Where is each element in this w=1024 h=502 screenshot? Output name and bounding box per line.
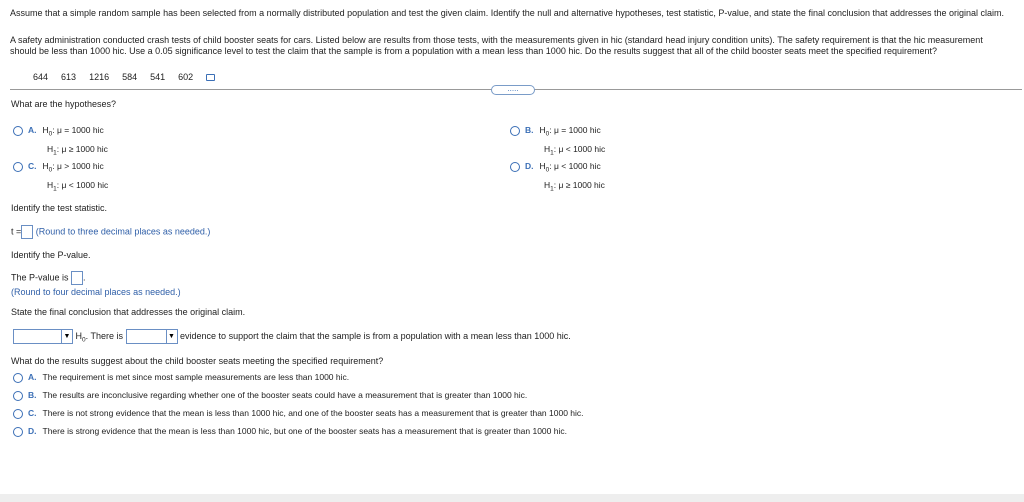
dropdown-arrow-icon: ▼ xyxy=(166,330,177,343)
more-button[interactable]: ..... xyxy=(491,85,535,95)
data-value: 613 xyxy=(61,72,77,82)
dropdown-arrow-icon: ▼ xyxy=(61,330,72,343)
p-note: (Round to four decimal places as needed.) xyxy=(11,287,181,297)
final-option-c[interactable] xyxy=(13,406,584,421)
radio-icon[interactable] xyxy=(13,391,23,401)
data-value: 1216 xyxy=(89,72,110,82)
data-value: 644 xyxy=(33,72,49,82)
p-label: The P-value is xyxy=(11,272,69,283)
radio-icon[interactable] xyxy=(510,126,520,136)
question-conclusion: State the final conclusion that addresses the original claim. xyxy=(11,307,246,317)
radio-icon[interactable] xyxy=(13,162,23,172)
intro-text: Assume that a simple random sample has been selected from a normally distributed population and test the given claim. Identify the null and alternative hypotheses, test statistic, P-value, and state the final conclusion that addresses the original claim. xyxy=(10,8,1005,18)
h1-text: μ < 1000 hic xyxy=(61,179,109,190)
t-note: (Round to three decimal places as needed.) xyxy=(35,226,211,237)
h-symbol: H xyxy=(75,330,83,341)
h0-text: μ < 1000 hic xyxy=(554,161,601,171)
final-option-a[interactable] xyxy=(13,370,349,385)
evidence-select[interactable] xyxy=(126,329,178,344)
conclusion-end-text: evidence to support the claim that the sample is from a population with a mean less than 1000 hic. xyxy=(180,330,571,341)
hyp-option-b[interactable]: B. $H_0$: μ = 1000 hic $H_1$: μ < 1000 hic xyxy=(510,123,605,160)
h0-text: μ = 1000 hic xyxy=(57,125,104,135)
option-text: There is strong evidence that the mean is less than 1000 hic, but one of the booster seats has a measurement that is greater than 1000 hic. xyxy=(42,426,567,436)
conclusion-row: ▼ $H_0$. There is ▼ evidence to support the claim that the sample is from a population with a mean less than 1000 hic. xyxy=(13,329,571,344)
radio-icon[interactable] xyxy=(13,409,23,419)
h-symbol: H xyxy=(47,143,54,154)
option-letter: B. xyxy=(525,125,534,135)
option-letter: B. xyxy=(28,390,37,400)
option-letter: D. xyxy=(525,161,534,171)
data-value: 584 xyxy=(122,72,138,82)
radio-icon[interactable] xyxy=(510,162,520,172)
h1-text: μ ≥ 1000 hic xyxy=(61,143,108,154)
option-text: The requirement is met since most sample measurements are less than 1000 hic. xyxy=(42,372,350,382)
h-symbol: H xyxy=(42,161,49,171)
h1-text: μ < 1000 hic xyxy=(558,143,606,154)
question-requirement: What do the results suggest about the child booster seats meeting the specified requirement? xyxy=(11,356,384,366)
reject-select[interactable] xyxy=(13,329,73,344)
h-symbol: H xyxy=(539,161,546,171)
t-input[interactable] xyxy=(21,225,33,239)
p-input[interactable] xyxy=(71,271,83,285)
t-label: t = xyxy=(11,226,22,237)
conclusion-mid-text: . There is xyxy=(85,330,123,341)
hyp-option-d[interactable]: D. $H_0$: μ < 1000 hic $H_1$: μ ≥ 1000 hic xyxy=(510,159,605,196)
radio-icon[interactable] xyxy=(13,427,23,437)
option-letter: C. xyxy=(28,408,37,418)
option-letter: C. xyxy=(28,161,37,171)
hyp-option-a[interactable]: A. $H_0$: μ = 1000 hic $H_1$: μ ≥ 1000 hic xyxy=(13,123,108,160)
question-test-statistic: Identify the test statistic. xyxy=(11,203,108,213)
h-symbol: H xyxy=(544,143,551,154)
question-p-value: Identify the P-value. xyxy=(11,250,91,260)
radio-icon[interactable] xyxy=(13,126,23,136)
bottom-bar xyxy=(0,494,1024,502)
option-text: The results are inconclusive regarding whether one of the booster seats could have a measurement that is greater than 1000 hic. xyxy=(42,390,528,400)
p-row: The P-value is . xyxy=(11,271,86,285)
copy-data-icon[interactable] xyxy=(206,74,215,81)
h1-text: μ ≥ 1000 hic xyxy=(558,179,605,190)
final-option-b[interactable] xyxy=(13,388,527,403)
data-values xyxy=(33,72,228,82)
option-text: There is not strong evidence that the mean is less than 1000 hic, and one of the booster seats has a measurement that is greater than 1000 hic. xyxy=(42,408,584,418)
option-letter: A. xyxy=(28,125,37,135)
h-symbol: H xyxy=(544,179,551,190)
t-row xyxy=(11,225,210,239)
h-symbol: H xyxy=(42,125,49,135)
h-symbol: H xyxy=(47,179,54,190)
problem-text: A safety administration conducted crash tests of child booster seats for cars. Listed below are results from those tests, with the measurements given in hic (standard head injury condition units). The safety requirement is that the hic measurement should be less than 1000 hic. Use a 0.05 significance level to test the claim that the sample is from a population with a mean less than 1000 hic. Do the results suggest that all of the child booster seats meet the specified requirement? xyxy=(10,35,983,56)
option-letter: A. xyxy=(28,372,37,382)
option-letter: D. xyxy=(28,426,37,436)
h0-text: μ > 1000 hic xyxy=(57,161,104,171)
question-hypotheses: What are the hypotheses? xyxy=(11,99,117,109)
final-option-d[interactable] xyxy=(13,424,567,439)
h0-text: μ = 1000 hic xyxy=(554,125,601,135)
hyp-option-c[interactable]: C. $H_0$: μ > 1000 hic $H_1$: μ < 1000 hic xyxy=(13,159,108,196)
data-value: 541 xyxy=(150,72,166,82)
h-symbol: H xyxy=(539,125,546,135)
radio-icon[interactable] xyxy=(13,373,23,383)
data-value: 602 xyxy=(178,72,194,82)
